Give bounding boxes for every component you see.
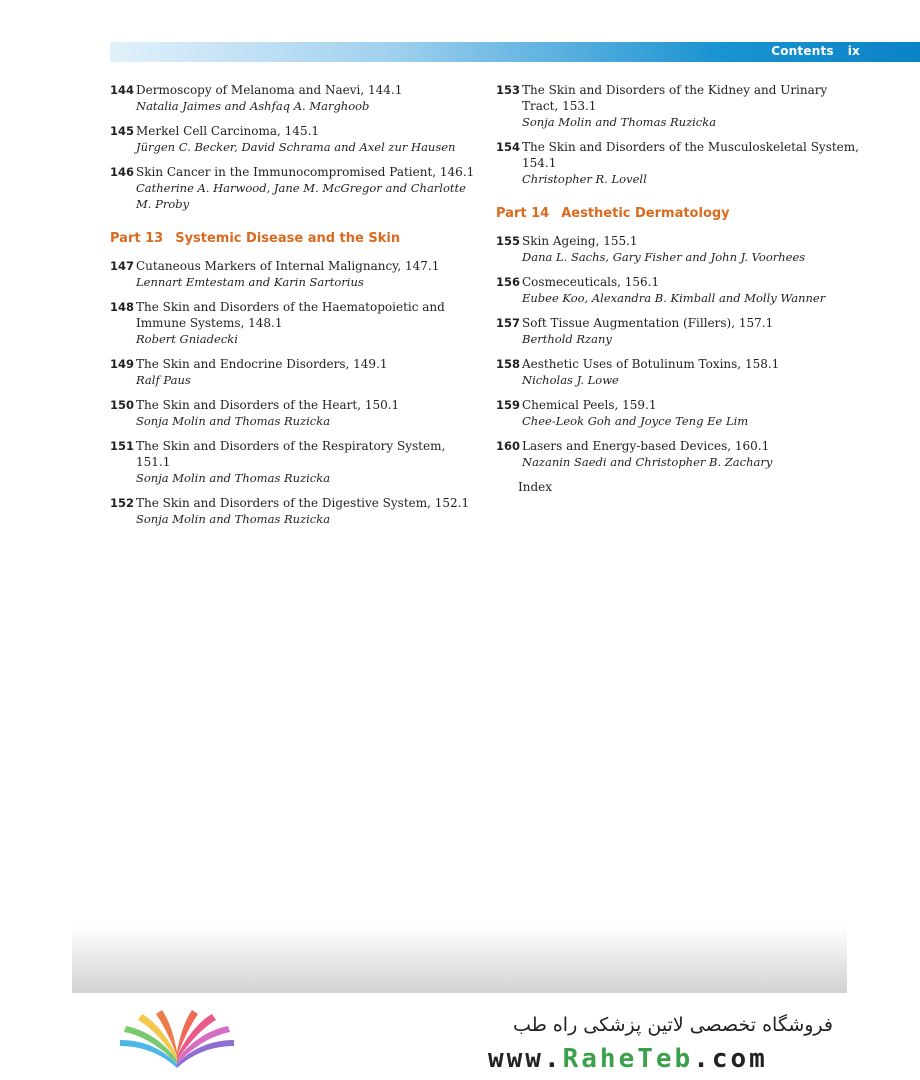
- chapter-authors: Sonja Molin and Thomas Ruzicka: [136, 414, 331, 428]
- chapter-number: 160: [496, 439, 521, 453]
- toc-entry[interactable]: [496, 274, 866, 306]
- chapter-title: The Skin and Endocrine Disorders, 149.1: [136, 357, 388, 371]
- index-link[interactable]: Index: [518, 480, 553, 494]
- chapter-number: 154: [496, 140, 521, 154]
- chapter-authors: Robert Gniadecki: [136, 332, 238, 346]
- header-bar: [110, 42, 920, 62]
- chapter-authors: Sonja Molin and Thomas Ruzicka: [136, 512, 331, 526]
- toc-column-right: [496, 82, 866, 495]
- chapter-title: Skin Ageing, 155.1: [522, 234, 638, 248]
- part-heading: [110, 230, 480, 248]
- toc-entry[interactable]: [496, 82, 866, 130]
- toc-entry[interactable]: [110, 495, 480, 527]
- chapter-title: Soft Tissue Augmentation (Fillers), 157.1: [522, 316, 774, 330]
- chapter-authors: Jürgen C. Becker, David Schrama and Axel zur Hausen: [136, 140, 456, 154]
- toc-entry[interactable]: [496, 315, 866, 347]
- toc-entry[interactable]: [110, 82, 480, 114]
- toc-entry[interactable]: [496, 233, 866, 265]
- chapter-number: 149: [110, 357, 135, 371]
- chapter-title: Merkel Cell Carcinoma, 145.1: [136, 124, 320, 138]
- toc-entry[interactable]: [110, 164, 480, 212]
- toc-entry[interactable]: [110, 397, 480, 429]
- toc-entry[interactable]: [110, 438, 480, 486]
- toc-entry[interactable]: [496, 397, 866, 429]
- chapter-title: Lasers and Energy-based Devices, 160.1: [522, 439, 770, 453]
- toc-entry[interactable]: [110, 299, 480, 347]
- chapter-number: 156: [496, 275, 521, 289]
- chapter-authors: Nicholas J. Lowe: [522, 373, 619, 387]
- chapter-number: 157: [496, 316, 521, 330]
- chapter-authors: Sonja Molin and Thomas Ruzicka: [522, 115, 717, 129]
- page-number: ix: [847, 44, 860, 58]
- chapter-authors: Eubee Koo, Alexandra B. Kimball and Molly Wanner: [522, 291, 826, 305]
- header-title: Contents: [771, 44, 834, 58]
- chapter-authors: Natalia Jaimes and Ashfaq A. Marghoob: [136, 99, 370, 113]
- chapter-title: Cutaneous Markers of Internal Malignancy, 147.1: [136, 259, 440, 273]
- chapter-authors: Sonja Molin and Thomas Ruzicka: [136, 471, 331, 485]
- page-bottom-shadow: [72, 925, 847, 993]
- chapter-number: 150: [110, 398, 135, 412]
- chapter-number: 146: [110, 165, 135, 179]
- store-name-persian: فروشگاه تخصصی لاتین پزشکی راه طب: [513, 1014, 833, 1036]
- chapter-number: 155: [496, 234, 521, 248]
- chapter-number: 151: [110, 439, 135, 453]
- toc-entry[interactable]: [110, 356, 480, 388]
- part-number: Part 13: [110, 231, 164, 246]
- chapter-number: 158: [496, 357, 521, 371]
- toc-entry[interactable]: [496, 356, 866, 388]
- url-brand: RaheTeb: [562, 1044, 694, 1074]
- chapter-number: 152: [110, 496, 135, 510]
- chapter-number: 153: [496, 83, 521, 97]
- chapter-title: The Skin and Disorders of the Respiratory System, 151.1: [136, 439, 446, 469]
- chapter-authors: Catherine A. Harwood, Jane M. McGregor and Charlotte M. Proby: [136, 181, 466, 211]
- toc-column-left: [110, 82, 480, 536]
- chapter-title: The Skin and Disorders of the Musculoskeletal System, 154.1: [522, 140, 859, 170]
- chapter-title: Dermoscopy of Melanoma and Naevi, 144.1: [136, 83, 403, 97]
- url-prefix: www.: [488, 1044, 563, 1074]
- toc-entry[interactable]: [496, 139, 866, 187]
- chapter-authors: Lennart Emtestam and Karin Sartorius: [136, 275, 364, 289]
- chapter-title: Chemical Peels, 159.1: [522, 398, 657, 412]
- part-heading: [496, 205, 866, 223]
- chapter-authors: Christopher R. Lovell: [522, 172, 647, 186]
- url-suffix: .com: [693, 1044, 768, 1074]
- chapter-number: 144: [110, 83, 135, 97]
- toc-entry[interactable]: [496, 438, 866, 470]
- part-title: Systemic Disease and the Skin: [175, 231, 401, 246]
- chapter-title: The Skin and Disorders of the Heart, 150.1: [136, 398, 400, 412]
- chapter-number: 145: [110, 124, 135, 138]
- part-number: Part 14: [496, 206, 550, 221]
- chapter-authors: Dana L. Sachs, Gary Fisher and John J. Voorhees: [522, 250, 806, 264]
- toc-entry[interactable]: [110, 123, 480, 155]
- chapter-title: The Skin and Disorders of the Haematopoietic and Immune Systems, 148.1: [136, 300, 445, 330]
- toc-entry[interactable]: [110, 258, 480, 290]
- chapter-number: 147: [110, 259, 135, 273]
- chapter-title: Cosmeceuticals, 156.1: [522, 275, 660, 289]
- chapter-authors: Ralf Paus: [136, 373, 191, 387]
- chapter-title: Skin Cancer in the Immunocompromised Patient, 146.1: [136, 165, 475, 179]
- chapter-authors: Chee-Leok Goh and Joyce Teng Ee Lim: [522, 414, 749, 428]
- chapter-title: The Skin and Disorders of the Digestive System, 152.1: [136, 496, 470, 510]
- chapter-title: Aesthetic Uses of Botulinum Toxins, 158.1: [522, 357, 780, 371]
- chapter-authors: Berthold Rzany: [522, 332, 612, 346]
- chapter-number: 148: [110, 300, 135, 314]
- chapter-number: 159: [496, 398, 521, 412]
- open-book-logo-icon: [112, 1008, 242, 1074]
- part-title: Aesthetic Dermatology: [561, 206, 730, 221]
- chapter-authors: Nazanin Saedi and Christopher B. Zachary: [522, 455, 773, 469]
- chapter-title: The Skin and Disorders of the Kidney and Urinary Tract, 153.1: [522, 83, 828, 113]
- running-header: [771, 44, 860, 58]
- store-url[interactable]: [488, 1044, 833, 1074]
